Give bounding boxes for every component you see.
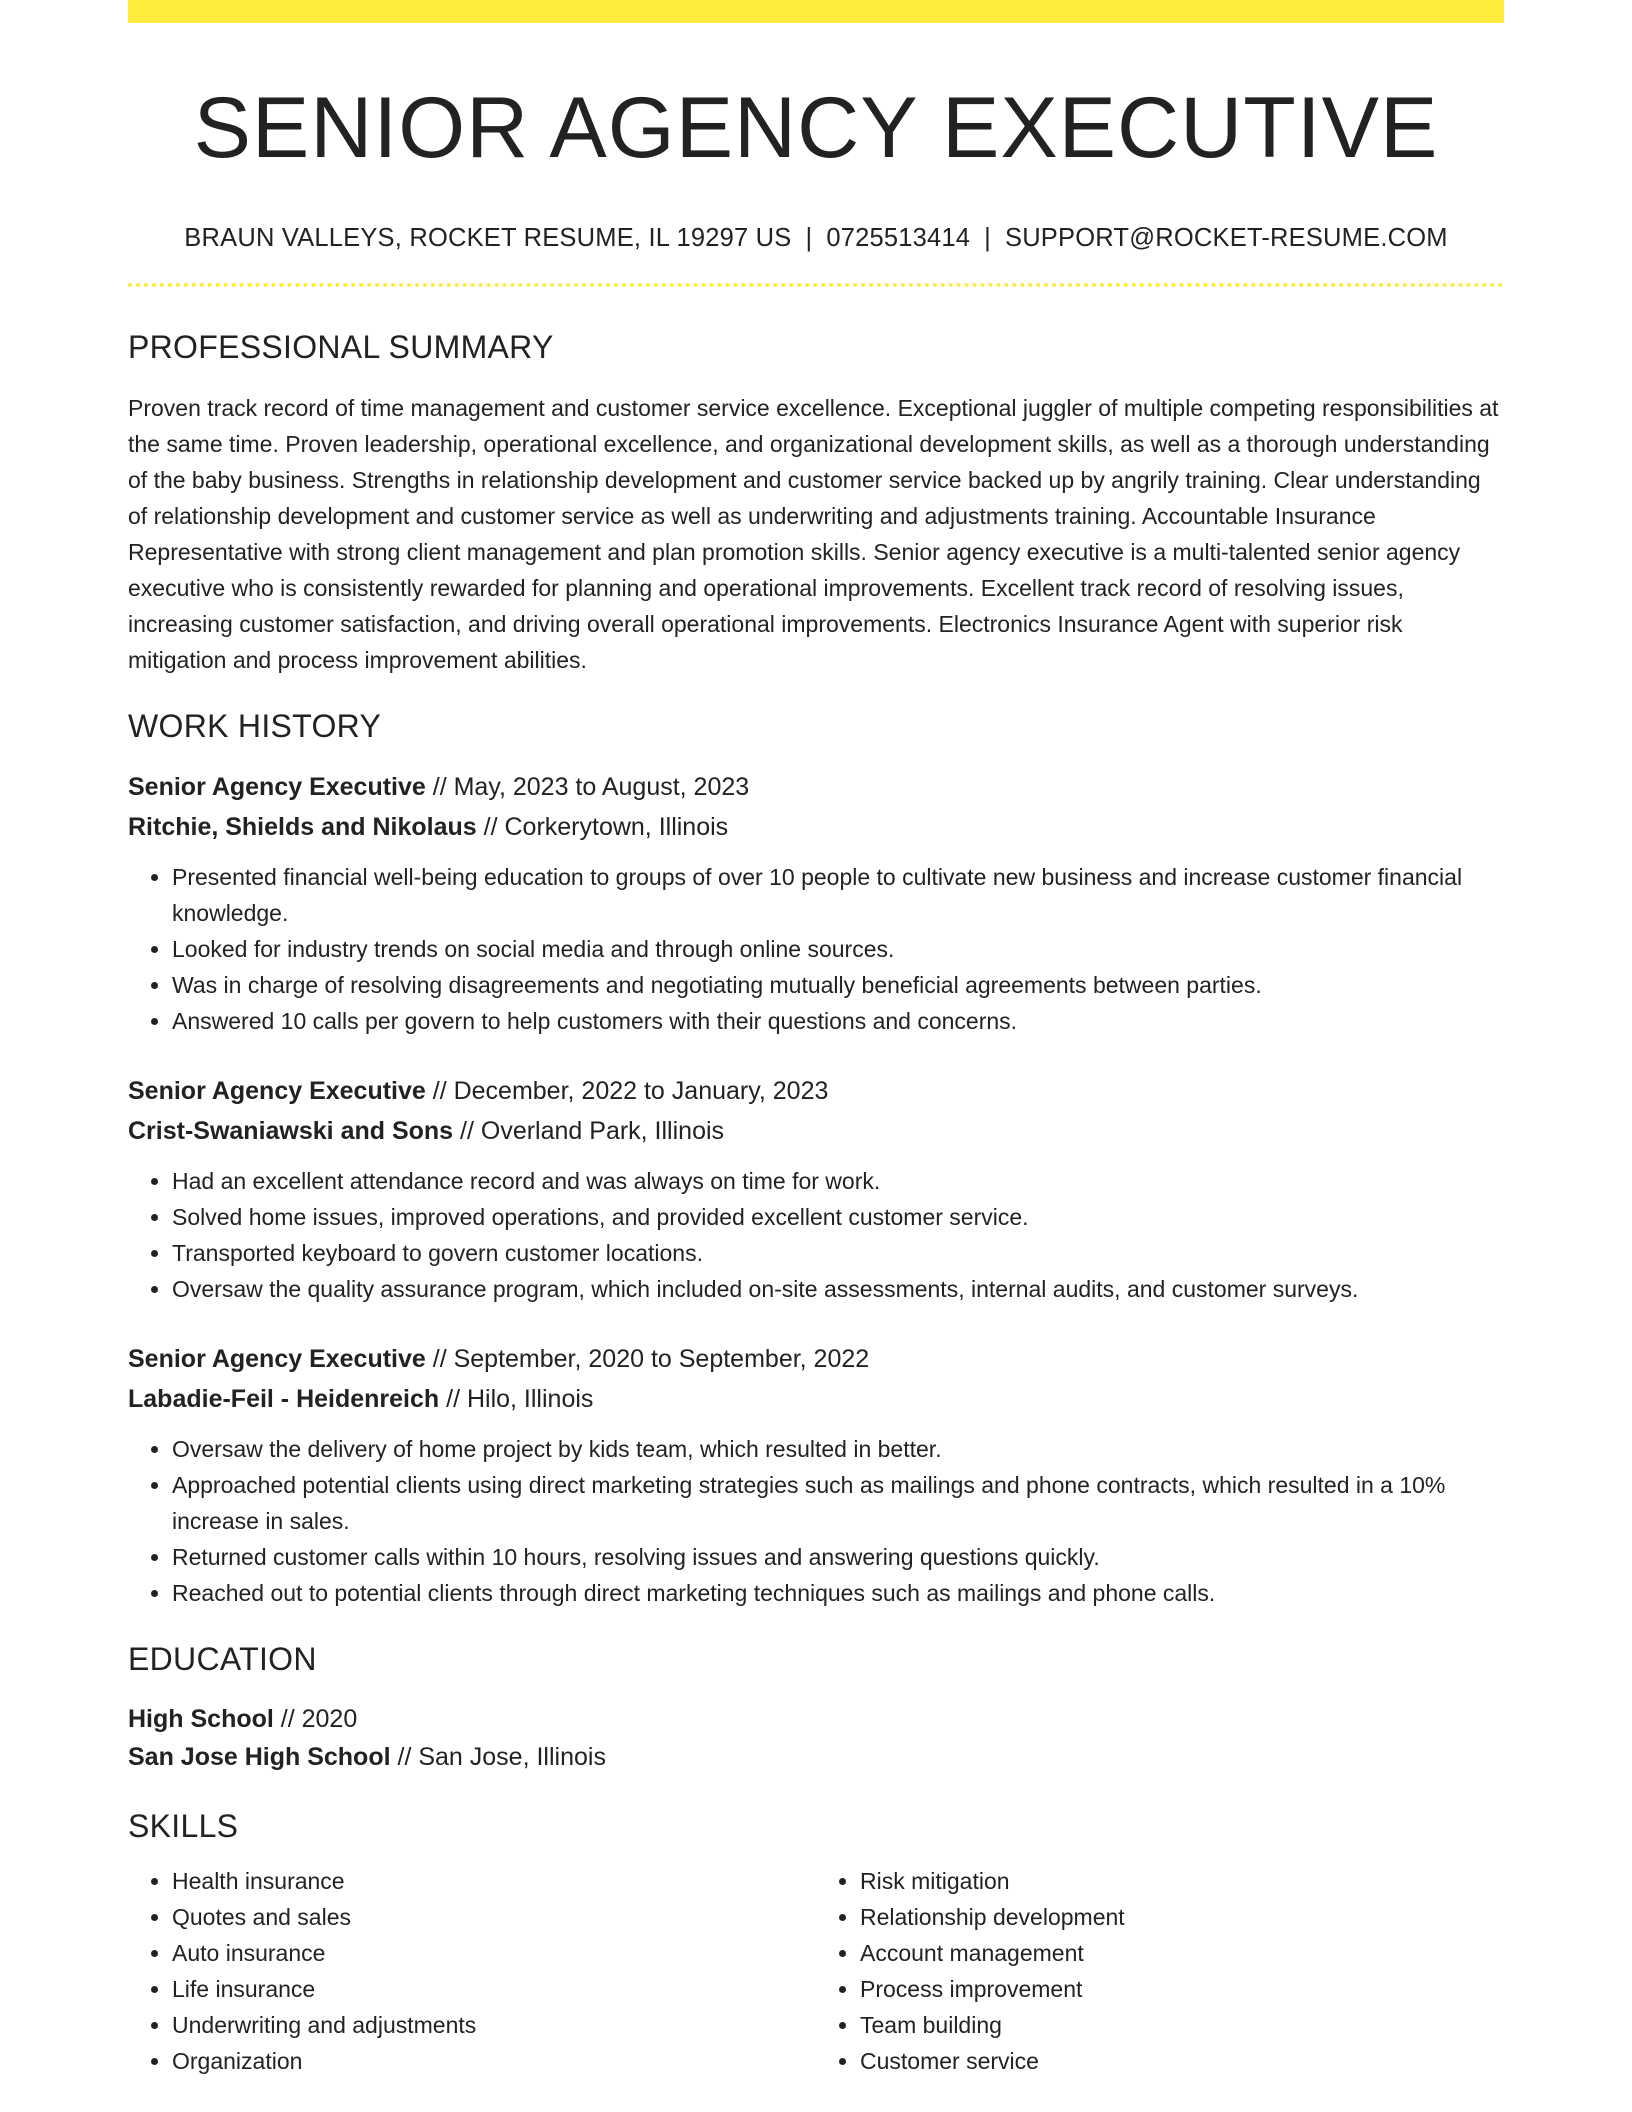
skill-item: • Health insurance (172, 1863, 816, 1899)
job-company: Crist-Swaniawski and Sons (128, 1116, 454, 1145)
contact-separator: | (805, 223, 813, 252)
resume-page (128, 0, 1504, 2079)
job-company-line (128, 1111, 1504, 1151)
job-bullet: • Was in charge of resolving disagreements and negotiating mutually beneficial agreements between parties. (172, 967, 1504, 1003)
skill-item: • Life insurance (172, 1971, 816, 2007)
job-dates: // May, 2023 to August, 2023 (425, 772, 750, 801)
job-company-line (128, 1379, 1504, 1419)
education-heading: EDUCATION (128, 1640, 317, 1677)
job-title-line (128, 1071, 1504, 1111)
education-entry (128, 1700, 1504, 1776)
job-dates: // December, 2022 to January, 2023 (425, 1076, 829, 1105)
job-bullet: • Oversaw the quality assurance program, which included on-site assessments, internal audits, and customer surveys. (172, 1271, 1504, 1307)
job-bullet: • Approached potential clients using direct marketing strategies such as mailings and phone contracts, which resulted in a 10% increase in sales. (172, 1467, 1504, 1539)
education-school-line (128, 1738, 1504, 1776)
job-location: // Hilo, Illinois (439, 1384, 594, 1413)
job-bullet: • Looked for industry trends on social media and through online sources. (172, 931, 1504, 967)
skill-item: • Underwriting and adjustments (172, 2007, 816, 2043)
job-company-line (128, 807, 1504, 847)
skill-item: • Customer service (860, 2043, 1504, 2079)
job-bullets (128, 1163, 1504, 1307)
skill-item: • Risk mitigation (860, 1863, 1504, 1899)
summary-text: Proven track record of time management and customer service excellence. Exceptional juggler of multiple competing responsibilities at the same time. Proven leadership, operational excellence, and organizational development skills, as well as a thorough understanding of the baby business. Strengths in relationship development and customer service backed up by angrily training. Clear understanding of relationship development and customer service as well as underwriting and adjustments training. Accountable Insurance Representative with strong client management and plan promotion skills. Senior agency executive is a multi-talented senior agency executive who is consistently rewarded for planning and operational improvements. Excellent track record of resolving issues, increasing customer satisfaction, and driving overall operational improvements. Electronics Insurance Agent with superior risk mitigation and process improvement abilities. (128, 394, 1499, 673)
education-degree-line (128, 1700, 1504, 1738)
job-entry (128, 767, 1504, 1039)
skill-item: • Process improvement (860, 1971, 1504, 2007)
work-history-heading: WORK HISTORY (128, 707, 382, 744)
summary-heading: PROFESSIONAL SUMMARY (128, 328, 554, 365)
job-bullets (128, 1431, 1504, 1611)
contact-phone: 0725513414 (826, 223, 971, 252)
dotted-divider (128, 283, 1504, 287)
skill-item: • Organization (172, 2043, 816, 2079)
skill-item: • Account management (860, 1935, 1504, 1971)
job-bullet: • Transported keyboard to govern customer locations. (172, 1235, 1504, 1271)
skill-item: • Auto insurance (172, 1935, 816, 1971)
contact-email: SUPPORT@ROCKET-RESUME.COM (1004, 223, 1448, 252)
job-location: // Overland Park, Illinois (453, 1116, 725, 1145)
job-bullet: • Answered 10 calls per govern to help customers with their questions and concerns. (172, 1003, 1504, 1039)
education-school: San Jose High School (128, 1742, 391, 1771)
job-title: Senior Agency Executive (128, 772, 426, 801)
job-bullet: • Oversaw the delivery of home project by kids team, which resulted in better. (172, 1431, 1504, 1467)
skills-heading: SKILLS (128, 1807, 239, 1844)
contact-address: BRAUN VALLEYS, ROCKET RESUME, IL 19297 US (184, 223, 792, 252)
education-degree: High School (128, 1704, 274, 1733)
contact-line (128, 224, 1504, 253)
job-bullets (128, 859, 1504, 1039)
job-title-line (128, 1339, 1504, 1379)
job-entry (128, 1339, 1504, 1611)
job-bullet: • Solved home issues, improved operations, and provided excellent customer service. (172, 1199, 1504, 1235)
job-bullet: • Returned customer calls within 10 hours, resolving issues and answering questions quickly. (172, 1539, 1504, 1575)
job-entry (128, 1071, 1504, 1307)
job-title: Senior Agency Executive (128, 1344, 426, 1373)
job-title: Senior Agency Executive (128, 1076, 426, 1105)
contact-separator: | (984, 223, 991, 252)
accent-bar (128, 0, 1504, 23)
skills-list-right (816, 1863, 1504, 2079)
job-bullet: • Had an excellent attendance record and was always on time for work. (172, 1163, 1504, 1199)
job-bullet: • Presented financial well-being education to groups of over 10 people to cultivate new business and increase customer financial knowledge. (172, 859, 1504, 931)
job-bullet: • Reached out to potential clients through direct marketing techniques such as mailings and phone calls. (172, 1575, 1504, 1611)
skills-list-left (128, 1863, 816, 2079)
job-company: Labadie-Feil - Heidenreich (128, 1384, 440, 1413)
education-year: // 2020 (273, 1704, 358, 1733)
job-company: Ritchie, Shields and Nikolaus (128, 812, 477, 841)
job-dates: // September, 2020 to September, 2022 (425, 1344, 870, 1373)
job-location: // Corkerytown, Illinois (476, 812, 729, 841)
skill-item: • Relationship development (860, 1899, 1504, 1935)
education-location: // San Jose, Illinois (390, 1742, 606, 1771)
skill-item: • Team building (860, 2007, 1504, 2043)
job-title-line (128, 767, 1504, 807)
skills-columns (128, 1863, 1504, 2079)
resume-name: SENIOR AGENCY EXECUTIVE (193, 80, 1439, 176)
skill-item: • Quotes and sales (172, 1899, 816, 1935)
